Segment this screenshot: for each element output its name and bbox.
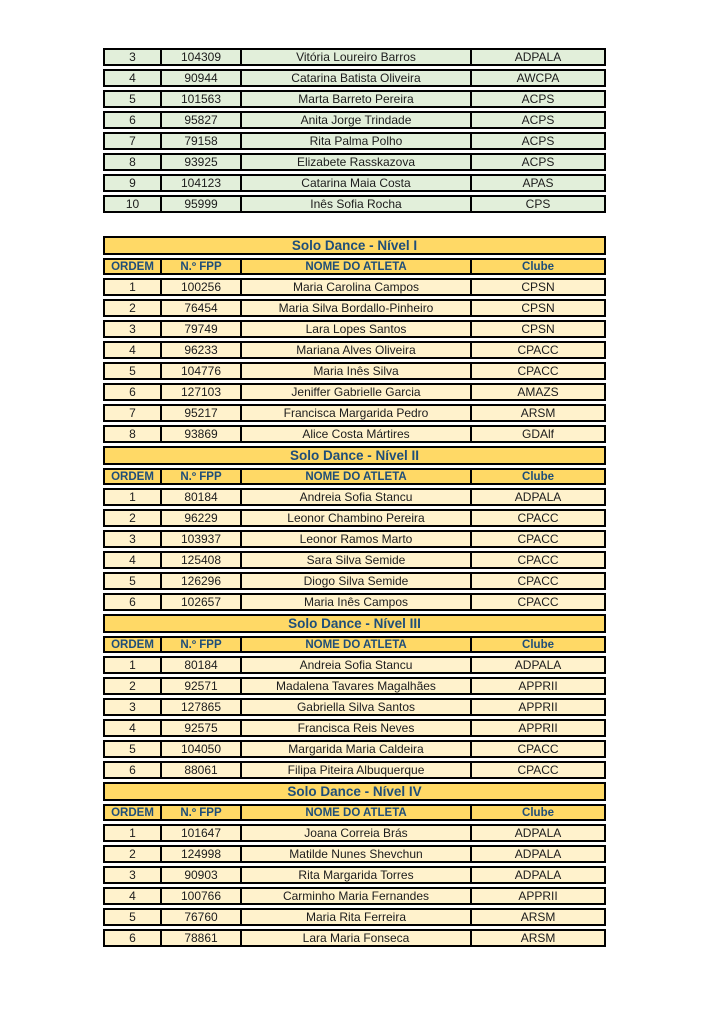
athlete-name-cell: Leonor Chambino Pereira xyxy=(240,509,470,527)
ordem-cell: 4 xyxy=(103,551,160,569)
athlete-name-cell: Catarina Batista Oliveira xyxy=(240,69,470,87)
club-cell: ADPALA xyxy=(470,824,606,842)
fpp-cell: 95827 xyxy=(160,111,240,129)
fpp-cell: 104776 xyxy=(160,362,240,380)
table-row xyxy=(103,69,606,87)
fpp-cell: 90903 xyxy=(160,866,240,884)
column-header: ORDEM xyxy=(103,636,160,653)
section-title-row xyxy=(103,446,606,465)
ordem-cell: 8 xyxy=(103,153,160,171)
athlete-name-cell: Catarina Maia Costa xyxy=(240,174,470,192)
fpp-cell: 95999 xyxy=(160,195,240,213)
fpp-cell: 92575 xyxy=(160,719,240,737)
table-row xyxy=(103,153,606,171)
club-cell: CPACC xyxy=(470,341,606,359)
table-row xyxy=(103,698,606,716)
column-header: N.º FPP xyxy=(160,468,240,485)
athlete-name-cell: Filipa Piteira Albuquerque xyxy=(240,761,470,779)
fpp-cell: 125408 xyxy=(160,551,240,569)
athlete-name-cell: Sara Silva Semide xyxy=(240,551,470,569)
table-row xyxy=(103,656,606,674)
fpp-cell: 101647 xyxy=(160,824,240,842)
club-cell: ACPS xyxy=(470,132,606,150)
ordem-cell: 7 xyxy=(103,132,160,150)
athlete-name-cell: Madalena Tavares Magalhães xyxy=(240,677,470,695)
ordem-cell: 6 xyxy=(103,761,160,779)
fpp-cell: 90944 xyxy=(160,69,240,87)
section-title: Solo Dance - Nível II xyxy=(103,446,606,465)
ordem-cell: 2 xyxy=(103,299,160,317)
ordem-cell: 3 xyxy=(103,866,160,884)
athlete-name-cell: Maria Inês Campos xyxy=(240,593,470,611)
fpp-cell: 102657 xyxy=(160,593,240,611)
ordem-cell: 10 xyxy=(103,195,160,213)
athlete-name-cell: Andreia Sofia Stancu xyxy=(240,488,470,506)
fpp-cell: 76760 xyxy=(160,908,240,926)
section-title-row xyxy=(103,614,606,633)
table-row xyxy=(103,362,606,380)
athlete-name-cell: Diogo Silva Semide xyxy=(240,572,470,590)
club-cell: ADPALA xyxy=(470,656,606,674)
athlete-name-cell: Gabriella Silva Santos xyxy=(240,698,470,716)
column-header-row xyxy=(103,258,606,275)
ordem-cell: 9 xyxy=(103,174,160,192)
table-row xyxy=(103,593,606,611)
ordem-cell: 6 xyxy=(103,929,160,947)
club-cell: APPRII xyxy=(470,719,606,737)
club-cell: ARSM xyxy=(470,908,606,926)
club-cell: CPACC xyxy=(470,593,606,611)
ordem-cell: 3 xyxy=(103,698,160,716)
fpp-cell: 88061 xyxy=(160,761,240,779)
column-header: Clube xyxy=(470,636,606,653)
column-header: ORDEM xyxy=(103,468,160,485)
athlete-name-cell: Lara Maria Fonseca xyxy=(240,929,470,947)
ordem-cell: 1 xyxy=(103,824,160,842)
column-header: N.º FPP xyxy=(160,804,240,821)
fpp-cell: 92571 xyxy=(160,677,240,695)
athlete-name-cell: Margarida Maria Caldeira xyxy=(240,740,470,758)
column-header: Clube xyxy=(470,468,606,485)
table-row xyxy=(103,111,606,129)
column-header: ORDEM xyxy=(103,258,160,275)
table-row xyxy=(103,824,606,842)
club-cell: ACPS xyxy=(470,90,606,108)
fpp-cell: 127865 xyxy=(160,698,240,716)
athlete-name-cell: Leonor Ramos Marto xyxy=(240,530,470,548)
table-row xyxy=(103,174,606,192)
column-header: Clube xyxy=(470,804,606,821)
athlete-name-cell: Francisca Margarida Pedro xyxy=(240,404,470,422)
table-row xyxy=(103,278,606,296)
club-cell: APPRII xyxy=(470,698,606,716)
club-cell: CPSN xyxy=(470,299,606,317)
ordem-cell: 5 xyxy=(103,908,160,926)
table-row xyxy=(103,132,606,150)
club-cell: ADPALA xyxy=(470,866,606,884)
athlete-name-cell: Maria Inês Silva xyxy=(240,362,470,380)
table-row xyxy=(103,866,606,884)
athlete-name-cell: Carminho Maria Fernandes xyxy=(240,887,470,905)
table-row xyxy=(103,90,606,108)
ordem-cell: 5 xyxy=(103,572,160,590)
fpp-cell: 124998 xyxy=(160,845,240,863)
table-row xyxy=(103,719,606,737)
section-title-row xyxy=(103,782,606,801)
club-cell: CPACC xyxy=(470,572,606,590)
section-title: Solo Dance - Nível IV xyxy=(103,782,606,801)
fpp-cell: 95217 xyxy=(160,404,240,422)
ordem-cell: 2 xyxy=(103,509,160,527)
table-row xyxy=(103,845,606,863)
athlete-name-cell: Maria Carolina Campos xyxy=(240,278,470,296)
club-cell: CPACC xyxy=(470,761,606,779)
club-cell: ARSM xyxy=(470,929,606,947)
table-row xyxy=(103,509,606,527)
athlete-name-cell: Vitória Loureiro Barros xyxy=(240,48,470,66)
table-row xyxy=(103,887,606,905)
club-cell: APPRII xyxy=(470,887,606,905)
column-header-row xyxy=(103,804,606,821)
table-row xyxy=(103,425,606,443)
athlete-name-cell: Maria Silva Bordallo-Pinheiro xyxy=(240,299,470,317)
athlete-name-cell: Anita Jorge Trindade xyxy=(240,111,470,129)
solo-dance-sections-table xyxy=(103,233,606,950)
club-cell: AMAZS xyxy=(470,383,606,401)
fpp-cell: 96233 xyxy=(160,341,240,359)
ordem-cell: 5 xyxy=(103,90,160,108)
fpp-cell: 104309 xyxy=(160,48,240,66)
ordem-cell: 7 xyxy=(103,404,160,422)
fpp-cell: 78861 xyxy=(160,929,240,947)
column-header: N.º FPP xyxy=(160,258,240,275)
ordem-cell: 2 xyxy=(103,677,160,695)
table-row xyxy=(103,341,606,359)
ordem-cell: 6 xyxy=(103,111,160,129)
ordem-cell: 1 xyxy=(103,656,160,674)
ordem-cell: 5 xyxy=(103,740,160,758)
club-cell: CPACC xyxy=(470,551,606,569)
column-header: NOME DO ATLETA xyxy=(240,468,470,485)
fpp-cell: 93869 xyxy=(160,425,240,443)
fpp-cell: 79158 xyxy=(160,132,240,150)
athlete-name-cell: Lara Lopes Santos xyxy=(240,320,470,338)
club-cell: ACPS xyxy=(470,111,606,129)
column-header: ORDEM xyxy=(103,804,160,821)
ordem-cell: 4 xyxy=(103,719,160,737)
club-cell: AWCPA xyxy=(470,69,606,87)
ordem-cell: 8 xyxy=(103,425,160,443)
fpp-cell: 100766 xyxy=(160,887,240,905)
athlete-name-cell: Matilde Nunes Shevchun xyxy=(240,845,470,863)
club-cell: CPSN xyxy=(470,278,606,296)
club-cell: APPRII xyxy=(470,677,606,695)
athlete-name-cell: Elizabete Rasskazova xyxy=(240,153,470,171)
club-cell: ADPALA xyxy=(470,488,606,506)
table-row xyxy=(103,761,606,779)
fpp-cell: 96229 xyxy=(160,509,240,527)
club-cell: ADPALA xyxy=(470,48,606,66)
section-title: Solo Dance - Nível I xyxy=(103,236,606,255)
fpp-cell: 80184 xyxy=(160,488,240,506)
column-header: Clube xyxy=(470,258,606,275)
table-row xyxy=(103,572,606,590)
column-header: NOME DO ATLETA xyxy=(240,258,470,275)
athlete-name-cell: Rita Palma Polho xyxy=(240,132,470,150)
table-row xyxy=(103,383,606,401)
continued-results-table xyxy=(103,45,606,216)
fpp-cell: 126296 xyxy=(160,572,240,590)
table-row xyxy=(103,404,606,422)
column-header-row xyxy=(103,636,606,653)
athlete-name-cell: Andreia Sofia Stancu xyxy=(240,656,470,674)
table-row xyxy=(103,551,606,569)
athlete-name-cell: Mariana Alves Oliveira xyxy=(240,341,470,359)
fpp-cell: 104123 xyxy=(160,174,240,192)
club-cell: CPACC xyxy=(470,362,606,380)
table-row xyxy=(103,320,606,338)
athlete-name-cell: Alice Costa Mártires xyxy=(240,425,470,443)
section-title: Solo Dance - Nível III xyxy=(103,614,606,633)
table-row xyxy=(103,299,606,317)
club-cell: ADPALA xyxy=(470,845,606,863)
fpp-cell: 127103 xyxy=(160,383,240,401)
athlete-name-cell: Rita Margarida Torres xyxy=(240,866,470,884)
ordem-cell: 1 xyxy=(103,278,160,296)
athlete-name-cell: Inês Sofia Rocha xyxy=(240,195,470,213)
club-cell: CPACC xyxy=(470,509,606,527)
club-cell: APAS xyxy=(470,174,606,192)
athlete-name-cell: Francisca Reis Neves xyxy=(240,719,470,737)
athlete-name-cell: Jeniffer Gabrielle Garcia xyxy=(240,383,470,401)
club-cell: GDAlf xyxy=(470,425,606,443)
column-header: NOME DO ATLETA xyxy=(240,636,470,653)
fpp-cell: 101563 xyxy=(160,90,240,108)
athlete-name-cell: Joana Correia Brás xyxy=(240,824,470,842)
fpp-cell: 93925 xyxy=(160,153,240,171)
ordem-cell: 2 xyxy=(103,845,160,863)
ordem-cell: 3 xyxy=(103,530,160,548)
table-row xyxy=(103,677,606,695)
ordem-cell: 4 xyxy=(103,69,160,87)
table-row xyxy=(103,530,606,548)
ordem-cell: 3 xyxy=(103,320,160,338)
fpp-cell: 79749 xyxy=(160,320,240,338)
column-header-row xyxy=(103,468,606,485)
ordem-cell: 6 xyxy=(103,593,160,611)
fpp-cell: 100256 xyxy=(160,278,240,296)
ordem-cell: 1 xyxy=(103,488,160,506)
table-row xyxy=(103,195,606,213)
club-cell: CPS xyxy=(470,195,606,213)
club-cell: CPACC xyxy=(470,740,606,758)
table-row xyxy=(103,740,606,758)
club-cell: CPACC xyxy=(470,530,606,548)
section-title-row xyxy=(103,236,606,255)
column-header: NOME DO ATLETA xyxy=(240,804,470,821)
club-cell: ARSM xyxy=(470,404,606,422)
table-row xyxy=(103,488,606,506)
ordem-cell: 4 xyxy=(103,887,160,905)
ordem-cell: 6 xyxy=(103,383,160,401)
column-header: N.º FPP xyxy=(160,636,240,653)
fpp-cell: 103937 xyxy=(160,530,240,548)
club-cell: ACPS xyxy=(470,153,606,171)
fpp-cell: 104050 xyxy=(160,740,240,758)
fpp-cell: 80184 xyxy=(160,656,240,674)
ordem-cell: 3 xyxy=(103,48,160,66)
table-row xyxy=(103,48,606,66)
table-row xyxy=(103,929,606,947)
athlete-name-cell: Marta Barreto Pereira xyxy=(240,90,470,108)
club-cell: CPSN xyxy=(470,320,606,338)
fpp-cell: 76454 xyxy=(160,299,240,317)
athlete-name-cell: Maria Rita Ferreira xyxy=(240,908,470,926)
ordem-cell: 4 xyxy=(103,341,160,359)
ordem-cell: 5 xyxy=(103,362,160,380)
table-row xyxy=(103,908,606,926)
